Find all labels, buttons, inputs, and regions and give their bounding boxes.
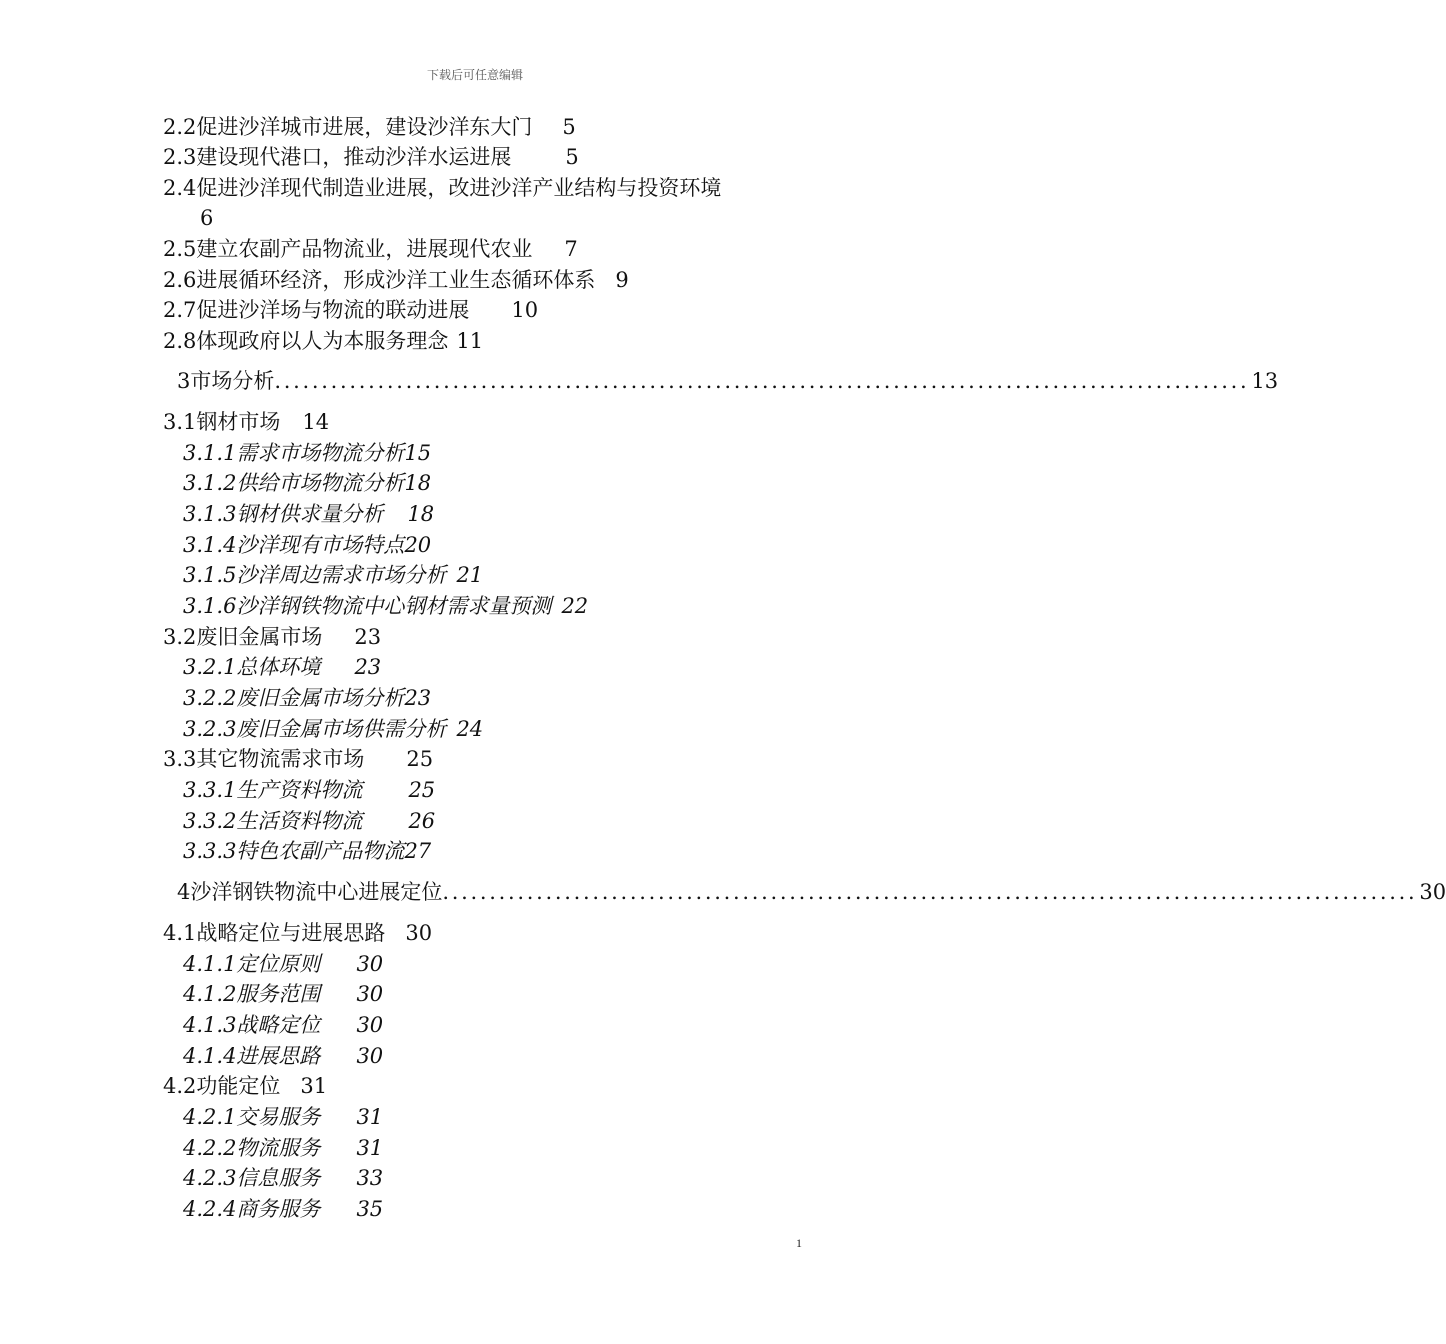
- toc-chapter[interactable]: [177, 880, 1446, 904]
- toc-title: 2.6进展循环经济，形成沙洋工业生态循环体系: [163, 268, 596, 292]
- toc-title: 4.2功能定位: [163, 1074, 281, 1098]
- toc-page: 18: [407, 502, 435, 526]
- toc-page: 30: [356, 1044, 384, 1068]
- toc-entry[interactable]: [183, 594, 588, 618]
- toc-page: 10: [511, 298, 539, 322]
- toc-page: 9: [615, 268, 629, 292]
- toc-title: 3.3.3特色农副产品物流: [183, 839, 405, 863]
- toc-entry[interactable]: [183, 502, 434, 526]
- toc-title: 2.7促进沙洋场与物流的联动进展: [163, 298, 470, 322]
- toc-title: 4.1.1定位原则: [183, 952, 321, 976]
- toc-page: 26: [408, 809, 436, 833]
- toc-page: 30: [356, 1013, 384, 1037]
- toc-title: 3.2.2废旧金属市场分析: [183, 686, 405, 710]
- toc-title: 4.1.4进展思路: [183, 1044, 321, 1068]
- toc-entry[interactable]: [163, 329, 483, 353]
- toc-title: 2.5建立农副产品物流业，进展现代农业: [163, 237, 533, 261]
- toc-title: 4.2.1交易服务: [183, 1105, 321, 1129]
- toc-title: 2.2促进沙洋城市进展，建设沙洋东大门: [163, 115, 533, 139]
- toc-title: 2.4促进沙洋现代制造业进展，改进沙洋产业结构与投资环境: [163, 176, 722, 200]
- toc-entry[interactable]: [163, 921, 432, 945]
- page-number: 1: [796, 1236, 802, 1250]
- toc-entry[interactable]: [183, 717, 483, 741]
- toc-entry[interactable]: [183, 1013, 383, 1037]
- toc-title: 4.1.3战略定位: [183, 1013, 321, 1037]
- toc-page: 24: [456, 717, 484, 741]
- toc-page: 21: [456, 563, 484, 587]
- toc-page: 23: [354, 655, 382, 679]
- toc-page: 31: [300, 1074, 328, 1098]
- toc-page: 22: [561, 594, 589, 618]
- toc-title: 3.1.4沙洋现有市场特点: [183, 533, 405, 557]
- toc-entry[interactable]: [183, 809, 435, 833]
- toc-page: 35: [356, 1197, 384, 1221]
- toc-page: 30: [356, 952, 384, 976]
- toc-page: 25: [408, 778, 436, 802]
- toc-title: 3.3.1生产资料物流: [183, 778, 363, 802]
- toc-page: 7: [564, 237, 578, 261]
- toc-page: 31: [356, 1136, 384, 1160]
- toc-title: 3.1钢材市场: [163, 410, 281, 434]
- toc-page: 27: [404, 839, 432, 863]
- toc-title: 3.1.5沙洋周边需求市场分析: [183, 563, 447, 587]
- toc-entry[interactable]: [163, 747, 433, 771]
- toc-entry[interactable]: [163, 625, 381, 649]
- toc-entry[interactable]: [183, 1044, 383, 1068]
- toc-title: 4沙洋钢铁物流中心进展定位: [177, 880, 443, 904]
- toc-entry[interactable]: [163, 298, 538, 322]
- toc-title: 3.2.3废旧金属市场供需分析: [183, 717, 447, 741]
- toc-entry[interactable]: [183, 686, 431, 710]
- toc-entry[interactable]: [183, 471, 431, 495]
- toc-entry[interactable]: [183, 1166, 383, 1190]
- toc-title: 3.1.6沙洋钢铁物流中心钢材需求量预测: [183, 594, 552, 618]
- toc-entry[interactable]: [183, 1197, 383, 1221]
- toc-entry[interactable]: [163, 145, 579, 169]
- toc-entry[interactable]: [163, 268, 629, 292]
- toc-page: 23: [354, 625, 382, 649]
- leader-dots: ........................................................................................................: [442, 880, 1418, 904]
- toc-title: 2.8体现政府以人为本服务理念: [163, 329, 449, 353]
- toc-entry[interactable]: [183, 839, 431, 863]
- toc-page: 30: [1419, 880, 1446, 904]
- toc-title: 3.1.2供给市场物流分析: [183, 471, 405, 495]
- toc-entry[interactable]: [183, 778, 435, 802]
- toc-chapter[interactable]: [177, 369, 1279, 393]
- toc-page: 18: [404, 471, 432, 495]
- toc-title: 4.1战略定位与进展思路: [163, 921, 386, 945]
- toc-title: 4.1.2服务范围: [183, 982, 321, 1006]
- toc-entry[interactable]: [163, 410, 329, 434]
- toc-entry[interactable]: [163, 115, 576, 139]
- toc-title: 3.3.2生活资料物流: [183, 809, 363, 833]
- toc-title: 3.1.3钢材供求量分析: [183, 502, 384, 526]
- page-header: 下载后可任意编辑: [426, 68, 523, 82]
- toc-page: 30: [356, 982, 384, 1006]
- toc-title: 4.2.4商务服务: [183, 1197, 321, 1221]
- toc-page: 15: [404, 441, 432, 465]
- toc-entry[interactable]: [183, 441, 431, 465]
- toc-entry[interactable]: [183, 655, 381, 679]
- toc-page: 11: [456, 329, 484, 353]
- toc-page: 23: [404, 686, 432, 710]
- toc-page: 14: [302, 410, 330, 434]
- toc-page: 6: [200, 206, 214, 230]
- toc-entry[interactable]: [183, 1136, 383, 1160]
- toc-page: 5: [562, 115, 576, 139]
- leader-dots: ........................................................................................................: [274, 369, 1250, 393]
- toc-entry[interactable]: [163, 176, 721, 200]
- toc-title: 3.2.1总体环境: [183, 655, 321, 679]
- toc-title: 3市场分析: [177, 369, 275, 393]
- toc-page: 25: [406, 747, 434, 771]
- toc-title: 4.2.3信息服务: [183, 1166, 321, 1190]
- toc-entry[interactable]: [183, 563, 483, 587]
- toc-entry[interactable]: [183, 982, 383, 1006]
- toc-page: 30: [405, 921, 433, 945]
- toc-page: 5: [565, 145, 579, 169]
- toc-entry[interactable]: [183, 952, 383, 976]
- toc-entry[interactable]: [183, 1105, 383, 1129]
- toc-title: 3.2废旧金属市场: [163, 625, 323, 649]
- toc-title: 2.3建设现代港口，推动沙洋水运进展: [163, 145, 512, 169]
- toc-entry[interactable]: [163, 237, 578, 261]
- toc-page: 13: [1251, 369, 1279, 393]
- toc-entry[interactable]: [163, 1074, 327, 1098]
- toc-page: 31: [356, 1105, 384, 1129]
- toc-title: 4.2.2物流服务: [183, 1136, 321, 1160]
- toc-title: 3.1.1需求市场物流分析: [183, 441, 405, 465]
- toc-title: 3.3其它物流需求市场: [163, 747, 365, 771]
- toc-entry[interactable]: [183, 533, 431, 557]
- toc-page: 33: [356, 1166, 384, 1190]
- toc-page: 20: [404, 533, 432, 557]
